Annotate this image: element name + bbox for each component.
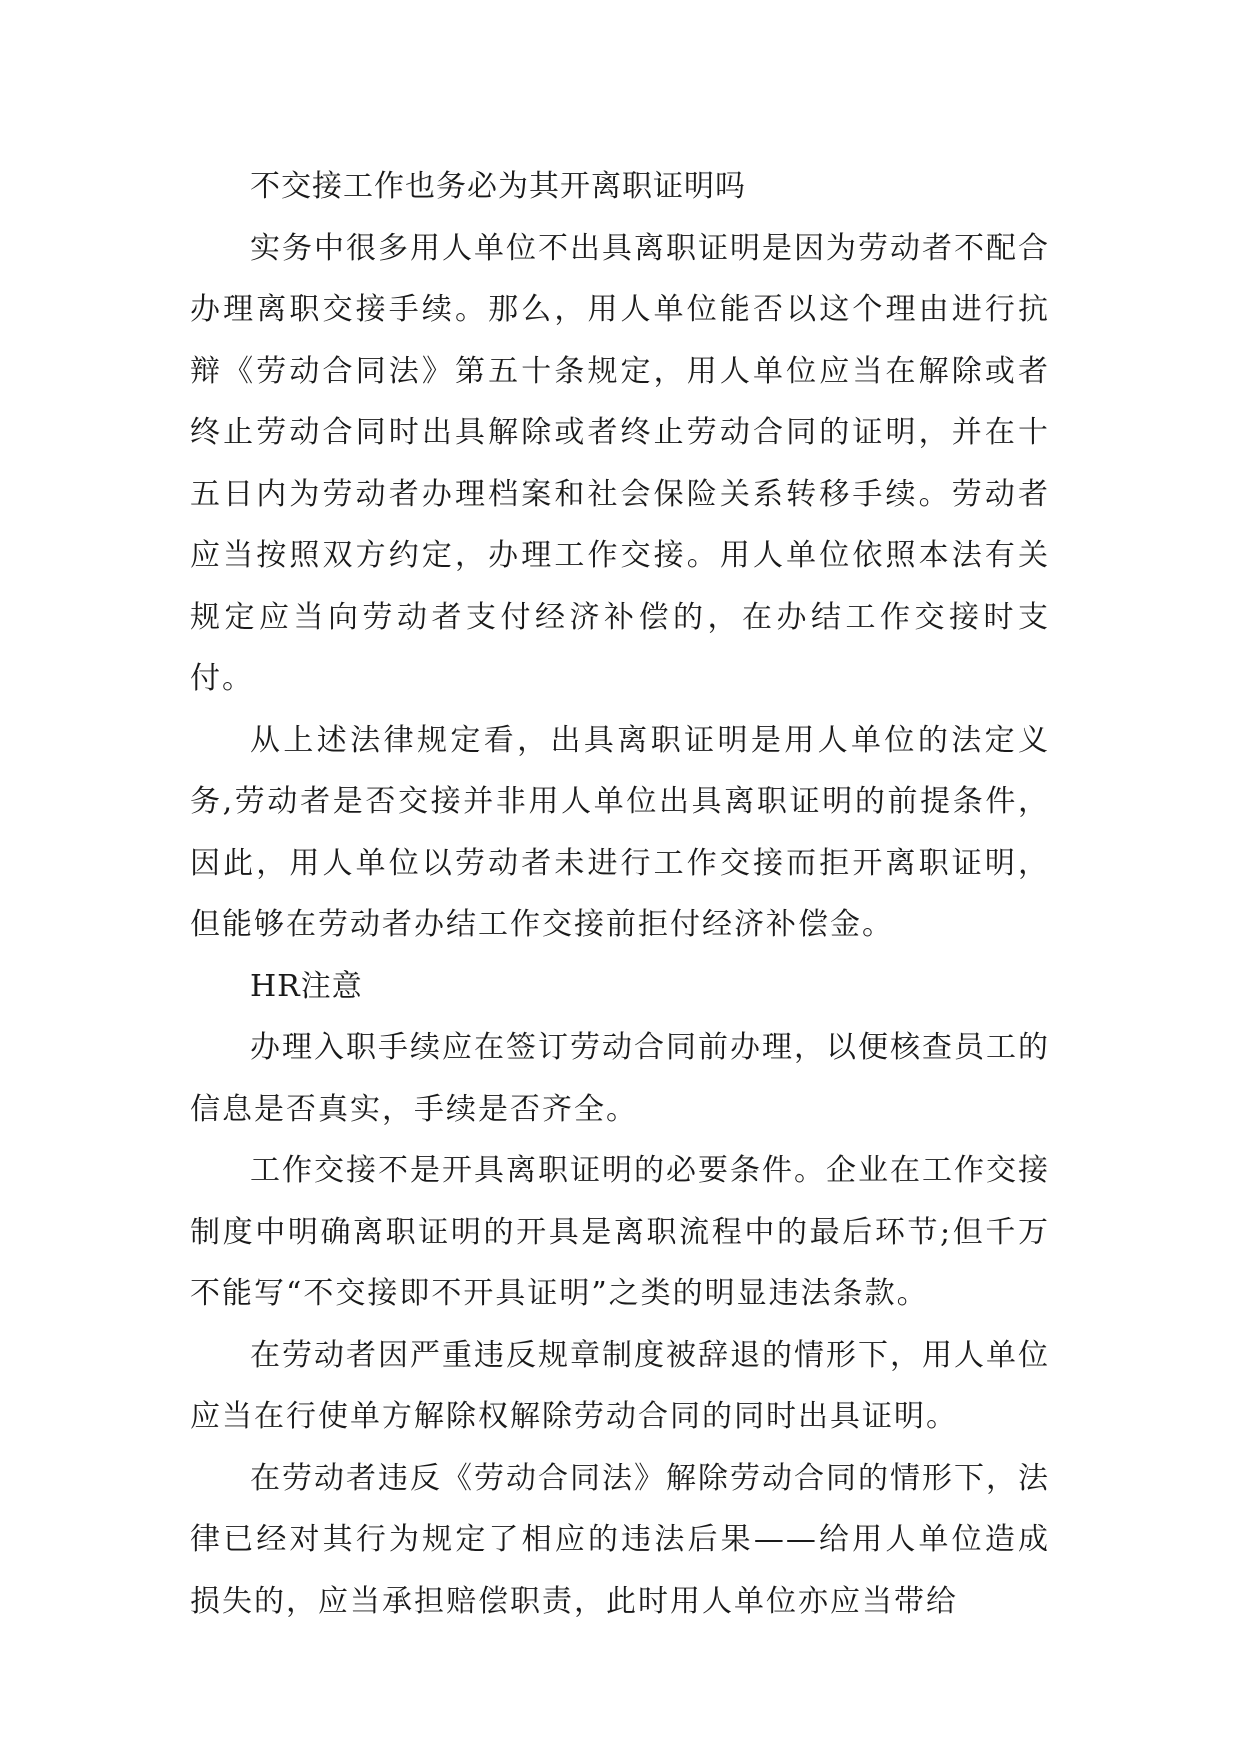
hr-note-heading: HR注意 <box>250 968 363 1004</box>
hr-paragraph-onboarding: 办理入职手续应在签订劳动合同前办理，以便核查员工的信息是否真实，手续是否齐全。 <box>190 1030 1050 1127</box>
document-title: 不交接工作也务必为其开离职证明吗 <box>250 169 746 204</box>
paragraph-resignation-certificate-law: 实务中很多用人单位不出具离职证明是因为劳动者不配合办理离职交接手续。那么，用人单位能否以这个理由进行抗辩《劳动合同法》第五十条规定，用人单位应当在解除或者终止劳动合同时出具解除或者终止劳动合同的证明，并在十五日内为劳动者办理档案和社会保险关系转移手续。劳动者应当按照双方约定，办理工作交接。用人单位依照本法有关规定应当向劳动者支付经济补偿的，在办结工作交接时支付。 <box>190 230 1050 696</box>
hr-paragraph-employee-breach: 在劳动者违反《劳动合同法》解除劳动合同的情形下，法律已经对其行为规定了相应的违法后果——给用人单位造成损失的，应当承担赔偿职责，此时用人单位亦应当带给 <box>190 1460 1050 1619</box>
hr-paragraph-handover: 工作交接不是开具离职证明的必要条件。企业在工作交接制度中明确离职证明的开具是离职流程中的最后环节;但千万不能写“不交接即不开具证明”之类的明显违法条款。 <box>190 1153 1050 1311</box>
paragraph-legal-analysis: 从上述法律规定看，出具离职证明是用人单位的法定义务,劳动者是否交接并非用人单位出具离职证明的前提条件，因此，用人单位以劳动者未进行工作交接而拒开离职证明，但能够在劳动者办结工作交接前拒付经济补偿金。 <box>190 722 1050 942</box>
document-body <box>190 156 1050 1632</box>
hr-paragraph-dismissal: 在劳动者因严重违反规章制度被辞退的情形下，用人单位应当在行使单方解除权解除劳动合同的同时出具证明。 <box>190 1337 1050 1434</box>
